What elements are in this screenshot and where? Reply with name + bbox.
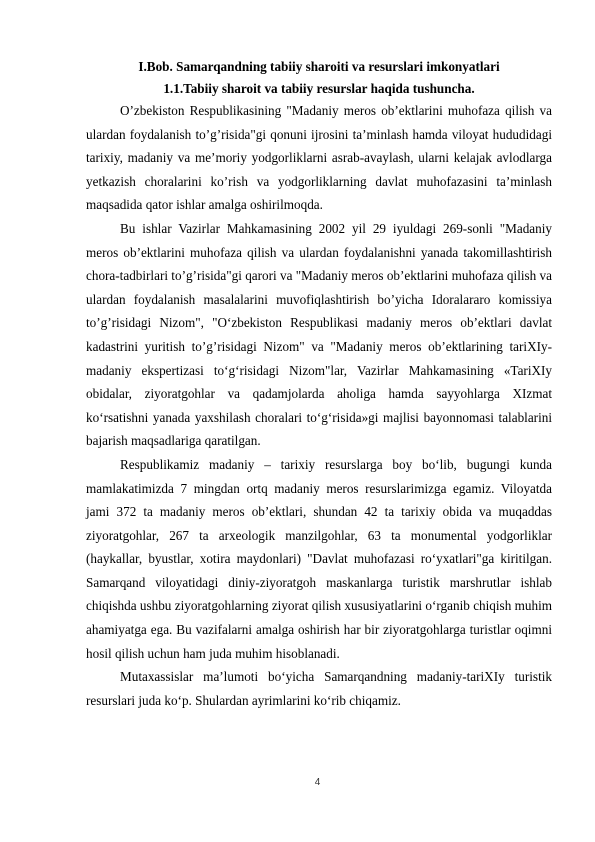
paragraph-2: Bu ishlar Vazirlar Mahkamasining 2002 yil 29 iyuldagi 269-sonli "Madaniy meros ob’ektlarini muhofaza qilish va ulardan foydalanishni yanada takomillashtirish chora-tadbirlari to’g’risida"gi qarori va "Madaniy meros ob’ektlarini muhofaza qilish va ulardan foydalanish masalalarini muvofiqlashtirish bo’yicha Idoralararo komissiya to’g’risidagi Nizom", "O‘zbekiston Respublikasi madaniy meros ob’ektlari davlat kadastrini yuritish to’g’risidagi Nizom" va "Madaniy meros ob’ektlarining tariXIy-madaniy ekspertizasi to‘g‘risidagi Nizom"lar, Vazirlar Mahkamasining «TariXIy obidalar, ziyoratgohlar va qadamjolarda aholiga hamda sayyohlarga XIzmat ko‘rsatishni yanada yaxshilash choralari to‘g‘risida»gi majlisi bayonnomasi talablarini bajarish maqsadlariga qaratilgan. <box>86 220 552 449</box>
paragraph-1: O’zbekiston Respublikasining "Madaniy meros ob’ektlarini muhofaza qilish va ulardan foydalanish to’g’risida"gi qonuni ijrosini ta’minlash hamda viloyat hududidagi tarixiy, madaniy va me’moriy yodgorliklarni asrab-avaylash, ularni kelajak avlodlarga yetkazish choralarini ko’rish va yodgorliklarning davlat muhofazasini ta’minlash maqsadida qator ishlar amalga oshirilmoqda. <box>86 103 552 213</box>
page-number: 4 <box>314 777 321 788</box>
chapter-title: I.Bob. Samarqandning tabiiy sharoiti va resurslari imkonyatlari <box>138 59 500 74</box>
paragraph-4: Mutaxassislar ma’lumoti bo‘yicha Samarqandning madaniy-tariXIy turistik resurslari juda ko‘p. Shulardan ayrimlarini ko‘rib chiqamiz. <box>86 669 552 708</box>
section-title: 1.1.Tabiiy sharoit va tabiiy resurslar haqida tushuncha. <box>163 81 475 96</box>
paragraph-3: Respublikamiz madaniy – tarixiy resurslarga boy bo‘lib, bugungi kunda mamlakatimizda 7 mingdan ortq madaniy meros resurslarimizga egamiz. Viloyatda jami 372 ta madaniy meros ob’ektlari, shundan 42 ta tarixiy obida va muqaddas ziyoratgohlar, 267 ta arxeologik manzilgohlar, 63 ta monumental yodgorliklar (haykallar, byustlar, xotira maydonlari) "Davlat muhofazasi ro‘yxatlari"ga kiritilgan. Samarqand viloyatidagi diniy-ziyoratgoh maskanlarga turistik marshrutlar ishlab chiqishda ushbu ziyoratgohlarning ziyorat qilish xususiyatlarini o‘rganib chiqish muhim ahamiyatga ega. Bu vazifalarni amalga oshirish har bir ziyoratgohlarga turistlar oqimni hosil qilish uchun ham juda muhim hisoblanadi. <box>86 456 552 661</box>
body-text <box>86 99 552 712</box>
